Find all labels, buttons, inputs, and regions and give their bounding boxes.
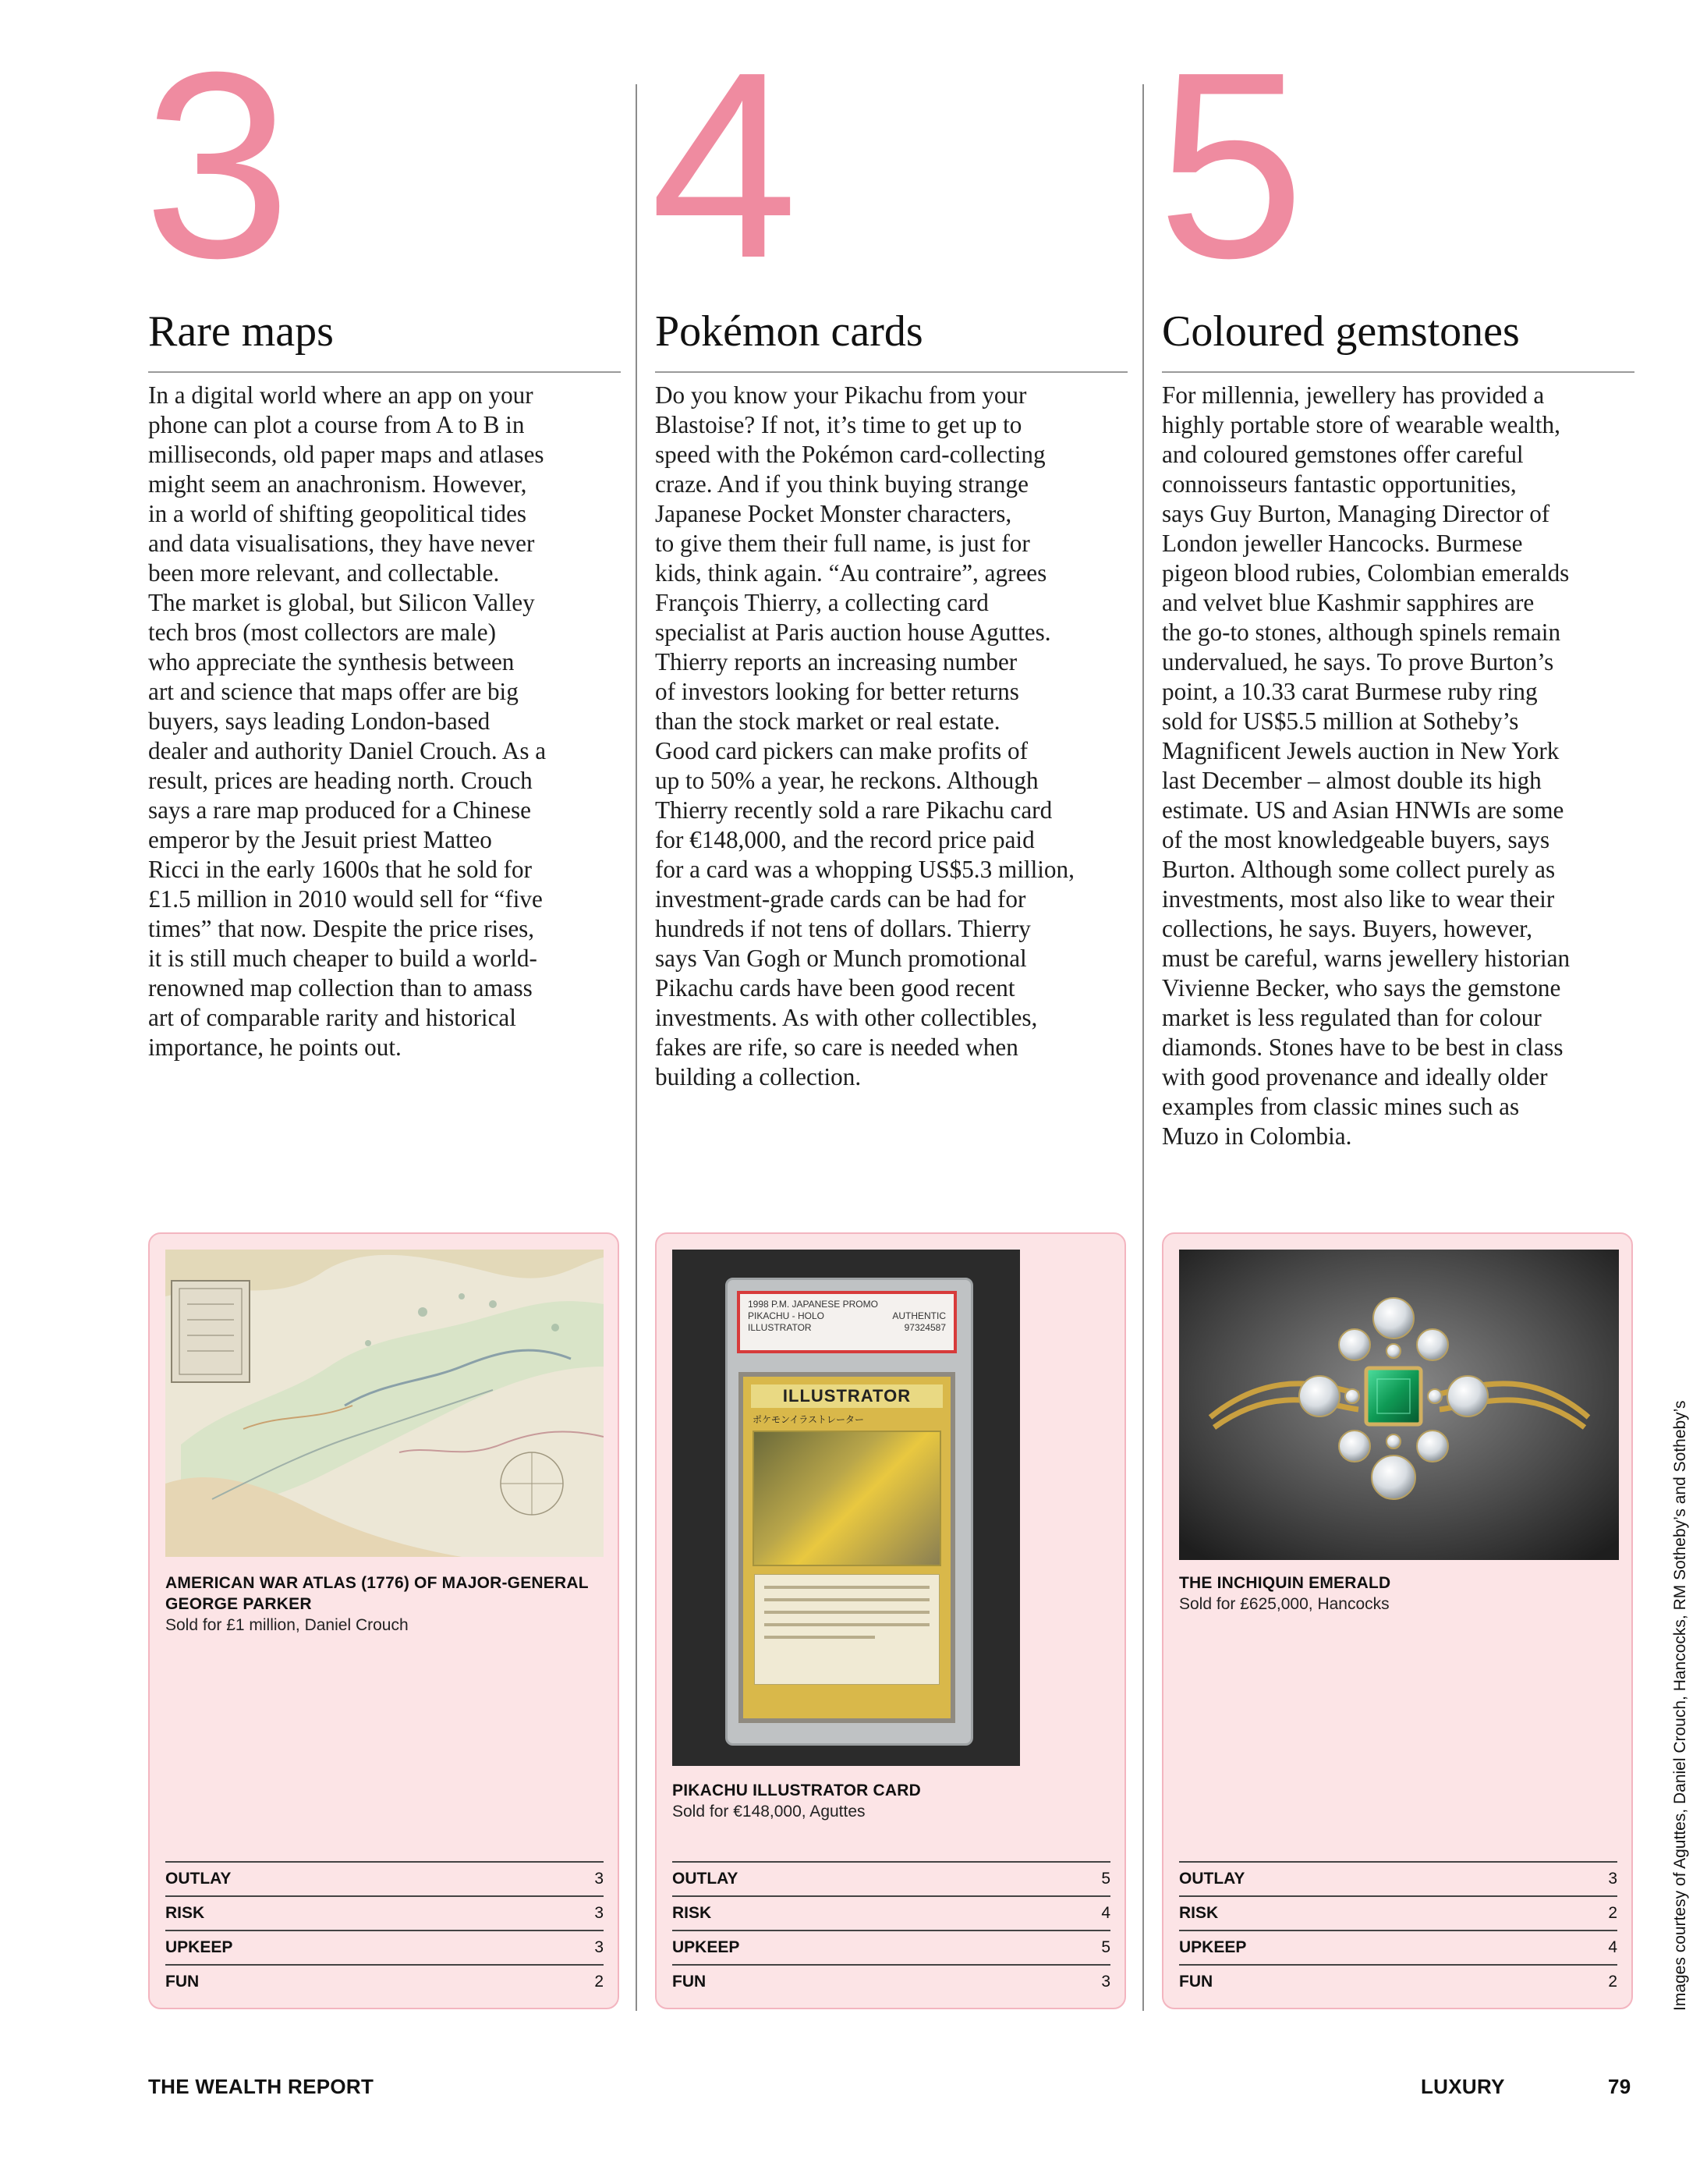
caption-title: PIKACHU ILLUSTRATOR CARD <box>672 1782 922 1799</box>
rating-label: FUN <box>672 1973 707 1991</box>
graded-slab <box>725 1278 973 1746</box>
rating-value: 3 <box>1608 1870 1617 1888</box>
ratings-table <box>672 1861 1110 1998</box>
caption-sale: Sold for £1 million, Daniel Crouch <box>165 1616 409 1634</box>
section-heading: Rare maps <box>148 307 334 356</box>
rating-row <box>672 1964 1110 1998</box>
rating-value: 5 <box>1101 1938 1110 1956</box>
rating-label: UPKEEP <box>672 1938 740 1956</box>
image-credit: Images courtesy of Aguttes, Daniel Crouch, Hancocks, RM Sotheby’s and Sotheby’s <box>1671 1400 1689 2011</box>
info-card <box>655 1232 1126 2009</box>
card-caption <box>672 1780 1109 1822</box>
emerald-photo <box>1179 1250 1619 1560</box>
rating-label: RISK <box>1179 1904 1219 1922</box>
rating-label: FUN <box>1179 1973 1213 1991</box>
label-line <box>748 1310 946 1322</box>
map-illustration <box>165 1250 604 1557</box>
column-divider <box>1142 84 1144 2011</box>
card-caption <box>1179 1572 1616 1615</box>
map-photo <box>165 1250 604 1557</box>
cert-number: 97324587 <box>904 1322 946 1333</box>
section-number: 3 <box>143 17 285 314</box>
trading-card <box>738 1372 955 1723</box>
section-number: 4 <box>650 17 792 314</box>
section-body: For millennia, jewellery has provided a highly portable store of wearable wealth, and coloured gemstones offer careful connoisseurs fantastic opportunities, says Guy Burton, Managing Director of London jeweller Hancocks. Burmese pigeon blood rubies, Colombian emeralds and velvet blue Kashmir sapphires are the go-to stones, although spinels remain undervalued, he says. To prove Burton’s point, a 10.33 carat Burmese ruby ring sold for US$5.5 million at Sotheby’s Magnificent Jewels auction in New York last December – almost double its high estimate. US and Asian HNWIs are some of the most knowledgeable buyers, says Burton. Although some collect purely as investments, most also like to wear their collections, he says. Buyers, however, must be careful, warns jewellery historian Vivienne Becker, who says the gemstone market is less regulated than for colour diamonds. Stones have to be best in class with good provenance and ideally older examples from classic mines such as Muzo in Colombia. <box>1162 381 1571 1150</box>
rating-row <box>1179 1895 1617 1930</box>
rating-row <box>165 1930 604 1964</box>
label-text: PIKACHU - HOLO <box>748 1310 825 1321</box>
card-caption <box>165 1572 602 1636</box>
rating-value: 3 <box>594 1870 604 1888</box>
caption-sale: Sold for £625,000, Hancocks <box>1179 1595 1390 1613</box>
rating-row <box>1179 1930 1617 1964</box>
rating-value: 3 <box>594 1938 604 1956</box>
emerald-bracelet-illustration <box>1179 1250 1619 1560</box>
card-text-box <box>754 1574 940 1685</box>
label-text: AUTHENTIC <box>892 1310 946 1321</box>
rating-value: 2 <box>594 1973 604 1991</box>
rating-label: UPKEEP <box>165 1938 233 1956</box>
label-line <box>748 1322 946 1334</box>
card-jp-name: ポケモンイラストレーター <box>753 1414 865 1425</box>
heading-rule <box>655 371 1128 373</box>
rating-row <box>165 1964 604 1998</box>
ratings-table <box>165 1861 604 1998</box>
footer-section: LUXURY <box>1421 2075 1505 2098</box>
label-line: 1998 P.M. JAPANESE PROMO <box>748 1299 878 1310</box>
ratings-table <box>1179 1861 1617 1998</box>
rating-value: 3 <box>594 1904 604 1922</box>
rating-label: UPKEEP <box>1179 1938 1247 1956</box>
rating-label: FUN <box>165 1973 200 1991</box>
caption-title: AMERICAN WAR ATLAS (1776) OF MAJOR-GENERAL GEORGE PARKER <box>165 1574 589 1613</box>
heading-rule <box>1162 371 1634 373</box>
rating-label: RISK <box>165 1904 205 1922</box>
rating-value: 5 <box>1101 1870 1110 1888</box>
section-heading: Coloured gemstones <box>1162 307 1520 356</box>
section-body: Do you know your Pikachu from your Blastoise? If not, it’s time to get up to speed with the Pokémon card-collecting craze. And if you think buying strange Japanese Pocket Monster characters, to give them their full name, is just for kids, think again. “Au contraire”, agrees François Thierry, a collecting card specialist at Paris auction house Aguttes. Thierry reports an increasing number of investors looking for better returns than the stock market or real estate. Good card pickers can make profits of up to 50% a year, he reckons. Although Thierry recently sold a rare Pikachu card for €148,000, and the record price paid for a card was a whopping US$5.3 million, investment-grade cards can be had for hundreds if not tens of dollars. Thierry says Van Gogh or Munch promotional Pikachu cards have been good recent investments. As with other collectibles, fakes are rife, so care is needed when building a collection. <box>655 381 1075 1090</box>
rating-label: OUTLAY <box>672 1870 738 1888</box>
rating-value: 4 <box>1608 1938 1617 1956</box>
pokemon-card-photo <box>672 1250 1020 1766</box>
rating-value: 2 <box>1608 1904 1617 1922</box>
column-divider <box>636 84 637 2011</box>
info-card <box>1162 1232 1633 2009</box>
page-number: 79 <box>1608 2075 1631 2098</box>
rating-label: OUTLAY <box>1179 1870 1245 1888</box>
rating-row <box>672 1930 1110 1964</box>
rating-row <box>165 1895 604 1930</box>
rating-label: OUTLAY <box>165 1870 232 1888</box>
rating-row <box>672 1895 1110 1930</box>
rating-row <box>165 1861 604 1895</box>
rating-value: 4 <box>1101 1904 1110 1922</box>
section-heading: Pokémon cards <box>655 307 923 356</box>
section-body: In a digital world where an app on your phone can plot a course from A to B in milliseconds, old paper maps and atlases might seem an anachronism. However, in a world of shifting geopolitical tides and data visualisations, they have never been more relevant, and collectable. The market is global, but Silicon Valley tech bros (most collectors are male) who appreciate the synthesis between art and science that maps offer are big buyers, says leading London-based dealer and authority Daniel Crouch. As a result, prices are heading north. Crouch says a rare map produced for a Chinese emperor by the Jesuit priest Matteo Ricci in the early 1600s that he sold for £1.5 million in 2010 would sell for “five times” that now. Despite the price rises, it is still much cheaper to build a world- renowned map collection than to amass art of comparable rarity and historical importance, he points out. <box>148 381 547 1061</box>
grade-label <box>737 1291 957 1353</box>
rating-row <box>672 1861 1110 1895</box>
card-name: ILLUSTRATOR <box>751 1384 943 1408</box>
rating-row <box>1179 1964 1617 1998</box>
section-number: 5 <box>1157 17 1299 314</box>
card-artwork <box>753 1431 941 1566</box>
footer-publication: THE WEALTH REPORT <box>148 2075 374 2098</box>
rating-row <box>1179 1861 1617 1895</box>
rating-value: 2 <box>1608 1973 1617 1991</box>
caption-sale: Sold for €148,000, Aguttes <box>672 1803 866 1821</box>
label-text: ILLUSTRATOR <box>748 1322 812 1333</box>
heading-rule <box>148 371 621 373</box>
info-card <box>148 1232 619 2009</box>
rating-value: 3 <box>1101 1973 1110 1991</box>
caption-title: THE INCHIQUIN EMERALD <box>1179 1574 1391 1592</box>
rating-label: RISK <box>672 1904 712 1922</box>
